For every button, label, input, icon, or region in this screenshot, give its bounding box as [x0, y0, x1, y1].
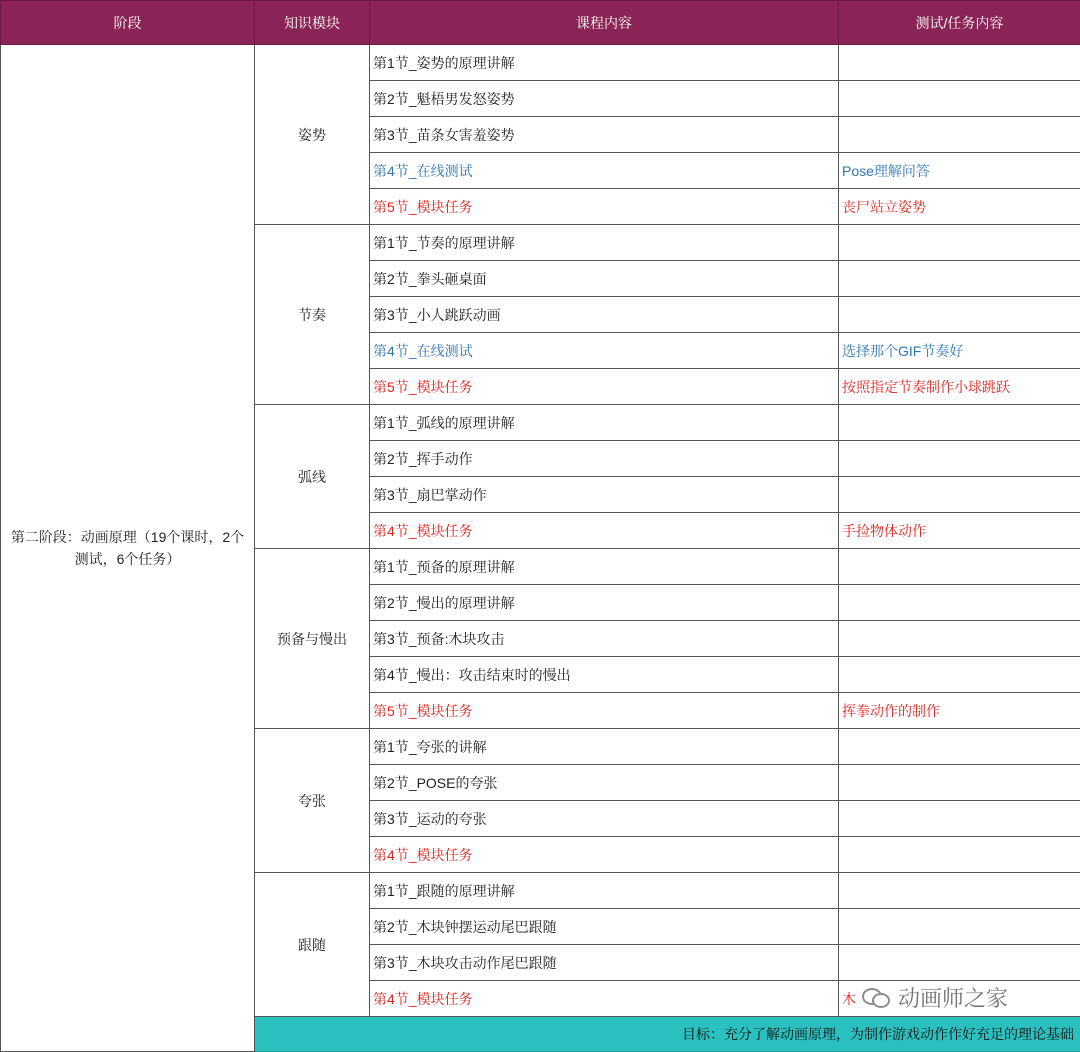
- task-cell: [839, 585, 1080, 621]
- lesson-cell: 第4节_模块任务: [370, 837, 839, 873]
- module-cell: 姿势: [255, 45, 370, 225]
- lesson-cell: 第4节_慢出：攻击结束时的慢出: [370, 657, 839, 693]
- task-cell: [839, 117, 1080, 153]
- lesson-cell: 第4节_在线测试: [370, 153, 839, 189]
- header-stage: 阶段: [1, 1, 255, 45]
- lesson-cell: 第3节_苗条女害羞姿势: [370, 117, 839, 153]
- header-course-content: 课程内容: [370, 1, 839, 45]
- lesson-cell: 第3节_木块攻击动作尾巴跟随: [370, 945, 839, 981]
- task-cell: [839, 477, 1080, 513]
- lesson-cell: 第1节_跟随的原理讲解: [370, 873, 839, 909]
- task-cell: [839, 297, 1080, 333]
- lesson-cell: 第2节_慢出的原理讲解: [370, 585, 839, 621]
- task-cell: [839, 909, 1080, 945]
- task-cell: 木: [839, 981, 1080, 1017]
- lesson-cell: 第2节_魁梧男发怒姿势: [370, 81, 839, 117]
- task-cell: 选择那个GIF节奏好: [839, 333, 1080, 369]
- task-cell: [839, 441, 1080, 477]
- task-cell: [839, 873, 1080, 909]
- lesson-cell: 第3节_运动的夸张: [370, 801, 839, 837]
- lesson-cell: 第1节_预备的原理讲解: [370, 549, 839, 585]
- task-cell: [839, 801, 1080, 837]
- lesson-cell: 第1节_弧线的原理讲解: [370, 405, 839, 441]
- task-cell: 丧尸站立姿势: [839, 189, 1080, 225]
- table-row: [1, 45, 1080, 81]
- task-cell: [839, 621, 1080, 657]
- task-cell: [839, 657, 1080, 693]
- task-cell: [839, 225, 1080, 261]
- task-cell: 手捡物体动作: [839, 513, 1080, 549]
- table-body: [1, 45, 1080, 1052]
- lesson-cell: 第1节_姿势的原理讲解: [370, 45, 839, 81]
- module-cell: 预备与慢出: [255, 549, 370, 729]
- lesson-cell: 第3节_小人跳跃动画: [370, 297, 839, 333]
- lesson-cell: 第2节_挥手动作: [370, 441, 839, 477]
- task-cell: [839, 765, 1080, 801]
- lesson-cell: 第2节_拳头砸桌面: [370, 261, 839, 297]
- watermark-text: 动画师之家: [898, 982, 1008, 1013]
- task-cell: [839, 261, 1080, 297]
- task-cell: [839, 837, 1080, 873]
- lesson-cell: 第5节_模块任务: [370, 369, 839, 405]
- goal-text: 目标：充分了解动画原理，为制作游戏动作作好充足的理论基础: [255, 1017, 1080, 1052]
- lesson-cell: 第1节_节奏的原理讲解: [370, 225, 839, 261]
- lesson-cell: 第5节_模块任务: [370, 189, 839, 225]
- task-cell: [839, 45, 1080, 81]
- header-module: 知识模块: [255, 1, 370, 45]
- lesson-cell: 第3节_扇巴掌动作: [370, 477, 839, 513]
- module-cell: 节奏: [255, 225, 370, 405]
- lesson-cell: 第2节_POSE的夸张: [370, 765, 839, 801]
- lesson-cell: 第4节_在线测试: [370, 333, 839, 369]
- module-cell: 夸张: [255, 729, 370, 873]
- lesson-cell: 第5节_模块任务: [370, 693, 839, 729]
- lesson-cell: 第3节_预备:木块攻击: [370, 621, 839, 657]
- task-cell: [839, 945, 1080, 981]
- task-cell: [839, 405, 1080, 441]
- module-cell: 弧线: [255, 405, 370, 549]
- task-cell: 按照指定节奏制作小球跳跃: [839, 369, 1080, 405]
- task-cell: [839, 81, 1080, 117]
- task-cell: 挥拳动作的制作: [839, 693, 1080, 729]
- task-cell: [839, 549, 1080, 585]
- module-cell: 跟随: [255, 873, 370, 1017]
- header-test-task: 测试/任务内容: [839, 1, 1080, 45]
- task-cell: [839, 729, 1080, 765]
- lesson-cell: 第4节_模块任务: [370, 513, 839, 549]
- lesson-cell: 第4节_模块任务: [370, 981, 839, 1017]
- lesson-cell: 第2节_木块钟摆运动尾巴跟随: [370, 909, 839, 945]
- header-row: [1, 1, 1080, 45]
- lesson-cell: 第1节_夸张的讲解: [370, 729, 839, 765]
- stage-cell: 第二阶段：动画原理（19个课时，2个测试，6个任务）: [1, 45, 255, 1052]
- task-cell: Pose理解问答: [839, 153, 1080, 189]
